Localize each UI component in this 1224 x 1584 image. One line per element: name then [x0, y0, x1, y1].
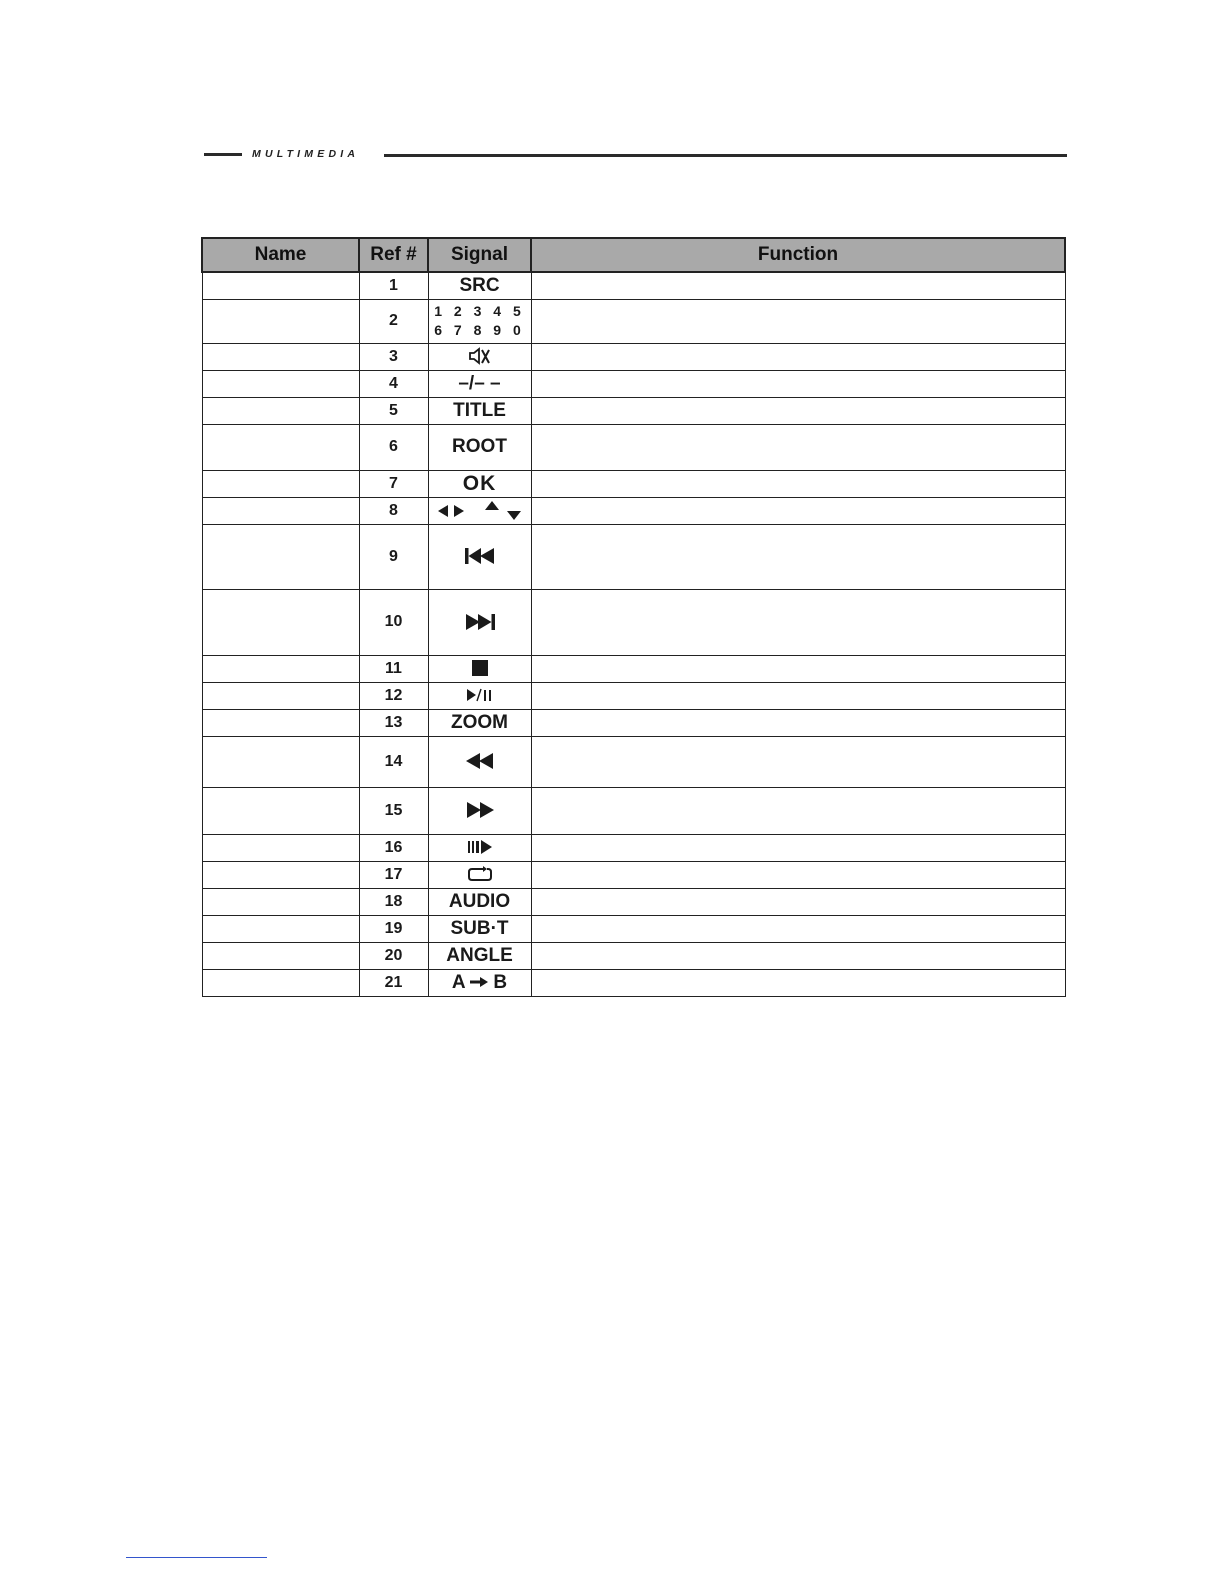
name-cell [202, 682, 359, 709]
signal-cell [428, 682, 531, 709]
function-cell [531, 343, 1065, 370]
function-cell [531, 397, 1065, 424]
fast-forward-icon [465, 801, 495, 819]
b-label: B [493, 971, 508, 993]
remote-control-table [201, 237, 1066, 997]
signal-cell [428, 589, 531, 655]
play-pause-icon [466, 688, 494, 702]
function-cell [531, 709, 1065, 736]
function-cell [531, 736, 1065, 787]
function-cell [531, 497, 1065, 524]
footnote-rule [126, 1557, 267, 1558]
signal-cell [428, 343, 531, 370]
ref-cell: 1 [359, 272, 428, 299]
name-cell [202, 497, 359, 524]
rewind-icon [465, 752, 495, 770]
name-cell [202, 709, 359, 736]
signal-cell [428, 861, 531, 888]
table-row [202, 736, 1065, 787]
mute-icon [468, 347, 492, 365]
table-row [202, 589, 1065, 655]
name-cell [202, 299, 359, 343]
arrow-right-icon [470, 977, 488, 987]
name-cell [202, 524, 359, 589]
table-row [202, 682, 1065, 709]
signal-cell [428, 787, 531, 834]
table-row [202, 787, 1065, 834]
signal-cell: SUB·T [428, 915, 531, 942]
ref-cell: 15 [359, 787, 428, 834]
function-cell [531, 424, 1065, 470]
name-cell [202, 834, 359, 861]
ref-cell: 6 [359, 424, 428, 470]
function-cell [531, 787, 1065, 834]
ref-cell: 8 [359, 497, 428, 524]
signal-cell [428, 299, 531, 343]
ref-cell: 16 [359, 834, 428, 861]
signal-cell: –/– – [428, 370, 531, 397]
ref-cell: 18 [359, 888, 428, 915]
signal-cell [428, 497, 531, 524]
ref-cell: 7 [359, 470, 428, 497]
table-row [202, 888, 1065, 915]
function-cell [531, 834, 1065, 861]
name-cell [202, 787, 359, 834]
table-row [202, 834, 1065, 861]
name-cell [202, 589, 359, 655]
ref-cell: 17 [359, 861, 428, 888]
signal-cell [428, 736, 531, 787]
table-row [202, 524, 1065, 589]
name-cell [202, 397, 359, 424]
signal-cell [428, 655, 531, 682]
table-row [202, 424, 1065, 470]
table-row [202, 942, 1065, 969]
ref-cell: 11 [359, 655, 428, 682]
function-cell [531, 589, 1065, 655]
name-cell [202, 655, 359, 682]
name-cell [202, 272, 359, 299]
stop-icon [472, 660, 488, 676]
table-row [202, 343, 1065, 370]
function-cell [531, 470, 1065, 497]
signal-cell: SRC [428, 272, 531, 299]
table-row [202, 397, 1065, 424]
signal-cell: ANGLE [428, 942, 531, 969]
repeat-icon [467, 866, 493, 882]
column-header-signal: Signal [428, 238, 531, 272]
name-cell [202, 942, 359, 969]
signal-cell: ZOOM [428, 709, 531, 736]
table-header-row [202, 238, 1065, 272]
name-cell [202, 888, 359, 915]
signal-cell [428, 834, 531, 861]
ref-cell: 14 [359, 736, 428, 787]
ref-cell: 12 [359, 682, 428, 709]
name-cell [202, 343, 359, 370]
name-cell [202, 370, 359, 397]
signal-cell: TITLE [428, 397, 531, 424]
table-row [202, 861, 1065, 888]
function-cell [531, 942, 1065, 969]
function-cell [531, 272, 1065, 299]
table-row [202, 470, 1065, 497]
ref-cell: 19 [359, 915, 428, 942]
ref-cell: 20 [359, 942, 428, 969]
ref-cell: 21 [359, 969, 428, 996]
column-header-name: Name [202, 238, 359, 272]
name-cell [202, 915, 359, 942]
a-to-b-icon [452, 972, 507, 993]
signal-cell [428, 969, 531, 996]
column-header-function: Function [531, 238, 1065, 272]
signal-cell [428, 524, 531, 589]
signal-cell: AUDIO [428, 888, 531, 915]
name-cell [202, 424, 359, 470]
function-cell [531, 370, 1065, 397]
function-cell [531, 682, 1065, 709]
section-label: MULTIMEDIA [252, 148, 360, 160]
table-row [202, 272, 1065, 299]
table-row [202, 915, 1065, 942]
function-cell [531, 524, 1065, 589]
table-row [202, 709, 1065, 736]
skip-next-icon [464, 613, 496, 631]
header-rule-right [384, 154, 1067, 157]
number-keys-top: 1 2 3 4 5 [434, 303, 525, 319]
name-cell [202, 736, 359, 787]
name-cell [202, 470, 359, 497]
table-row [202, 299, 1065, 343]
ref-cell: 3 [359, 343, 428, 370]
signal-cell: OK [428, 470, 531, 497]
ref-cell: 5 [359, 397, 428, 424]
number-keys-bottom: 6 7 8 9 0 [434, 322, 525, 338]
ref-cell: 13 [359, 709, 428, 736]
a-label: A [451, 971, 465, 993]
function-cell [531, 888, 1065, 915]
ref-cell: 9 [359, 524, 428, 589]
skip-previous-icon [464, 547, 496, 565]
signal-cell: ROOT [428, 424, 531, 470]
step-icon [467, 839, 493, 855]
header-rule-left [204, 153, 242, 156]
function-cell [531, 861, 1065, 888]
column-header-ref: Ref # [359, 238, 428, 272]
direction-arrows-icon [436, 499, 524, 521]
ref-cell: 4 [359, 370, 428, 397]
name-cell [202, 969, 359, 996]
ref-cell: 2 [359, 299, 428, 343]
function-cell [531, 969, 1065, 996]
table-row [202, 497, 1065, 524]
function-cell [531, 655, 1065, 682]
function-cell [531, 299, 1065, 343]
table-row [202, 969, 1065, 996]
ref-cell: 10 [359, 589, 428, 655]
name-cell [202, 861, 359, 888]
table-row [202, 655, 1065, 682]
function-cell [531, 915, 1065, 942]
table-row [202, 370, 1065, 397]
